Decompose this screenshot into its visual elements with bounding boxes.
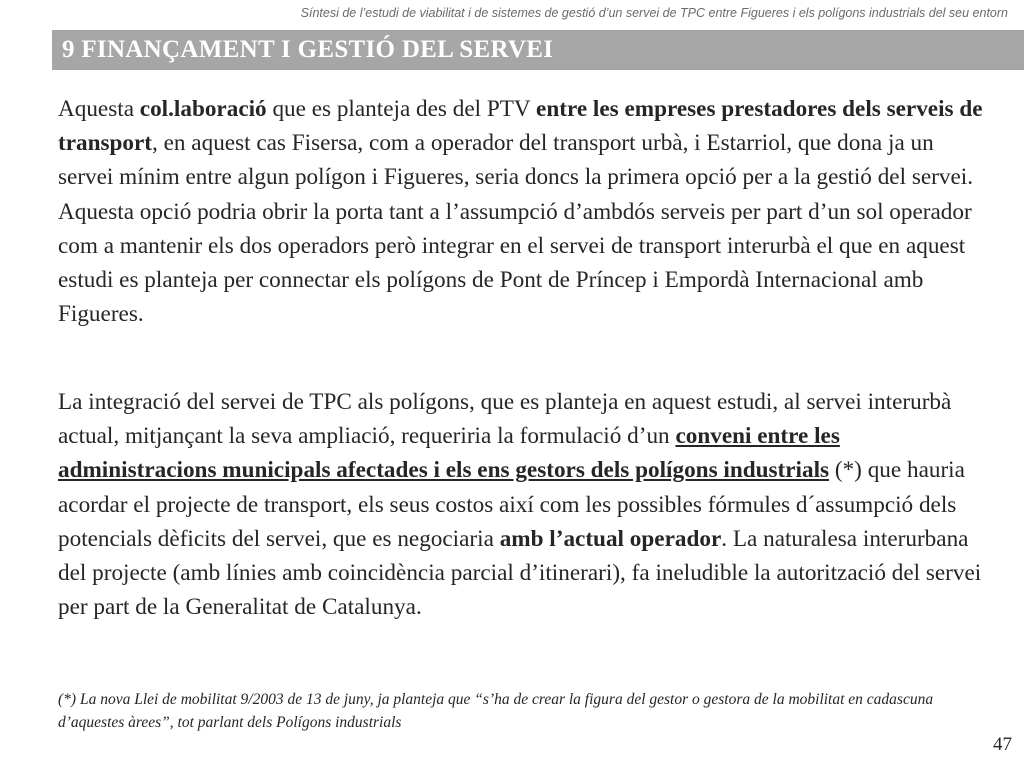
paragraph2-segment: (*) que hauria acordar el projecte de transport, els seus costos així com les possibles fórmules d´assumpció dels potencials dèficits del servei, que es negociaria xyxy=(58,457,965,552)
paragraph2-segment: conveni entre les administracions municipals afectades i els ens gestors dels polígons industrials xyxy=(58,423,840,484)
paragraph2-segment: La integració del servei de TPC als polígons, que es planteja en aquest estudi, al servei interurbà actual, mitjançant la seva ampliació, requeriria la formulació d’un xyxy=(58,389,952,450)
paragraph-1 xyxy=(58,92,988,331)
document-subtitle: Síntesi de l’estudi de viabilitat i de sistemes de gestió d’un servei de TPC entre Figueres i els polígons industrials del seu entorn xyxy=(300,6,1008,20)
page-number: 47 xyxy=(993,734,1012,755)
paragraph1-segment: col.laboració xyxy=(139,96,267,122)
paragraph2-segment: amb l’actual operador xyxy=(499,525,722,552)
paragraph1-segment: Aquesta xyxy=(58,96,140,122)
paragraph1-segment: entre les empreses prestadores dels serveis de transport xyxy=(58,96,983,157)
paragraph1-segment: que es planteja des del PTV xyxy=(266,96,537,122)
paragraph1-segment: , en aquest cas Fisersa, com a operador del transport urbà, i Estarriol, que dona ja un servei mínim entre algun polígon i Figueres, seria doncs la primera opció per a la gestió del servei. Aquesta opció podria obrir la porta tant a l’assumpció d’ambdós serveis per part d’un sol operador com a mantenir els dos operadors però integrar en el servei de transport interurbà el que en aquest estudi es planteja per connectar els polígons de Pont de Príncep i Empordà Internacional amb Figueres. xyxy=(58,130,973,328)
paragraph-2 xyxy=(58,385,988,624)
section-title: 9 FINANÇAMENT I GESTIÓ DEL SERVEI xyxy=(52,30,1024,70)
footnote: (*) La nova Llei de mobilitat 9/2003 de 13 de juny, ja planteja que “s’ha de crear la figura del gestor o gestora de la mobilitat en cadascuna d’aquestes àrees”, tot parlant dels Polígons industrials xyxy=(58,691,934,731)
paragraph2-segment: . La naturalesa interurbana del projecte (amb línies amb coincidència parcial d’itinerari), fa ineludible la autorització del servei per part de la Generalitat de Catalunya. xyxy=(58,525,982,621)
